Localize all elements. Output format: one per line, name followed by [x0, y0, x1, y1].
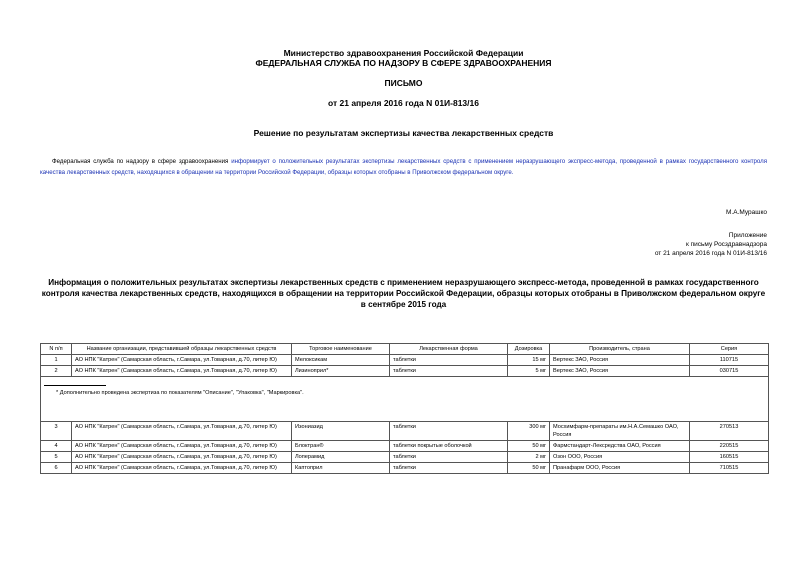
appendix-line-3: от 21 апреля 2016 года N 01И-813/16 — [654, 250, 767, 257]
cell-maker: Вертекс ЗАО, Россия — [550, 355, 690, 366]
cell-org: АО НПК "Катрен" (Самарская область, г.Самара, ул.Товарная, д.70, литер Ю) — [72, 355, 292, 366]
intro-paragraph — [40, 156, 767, 178]
cell-form: таблетки — [390, 355, 508, 366]
appendix-block — [655, 231, 767, 258]
cell-trade: Лоперамид — [292, 452, 390, 463]
header-dose: Дозировка — [508, 344, 550, 355]
cell-form: таблетки — [390, 422, 508, 441]
document-date-number: от 21 апреля 2016 года N 01И-813/16 — [328, 98, 479, 108]
table-row — [41, 441, 769, 452]
results-table — [40, 343, 769, 474]
cell-org: АО НПК "Катрен" (Самарская область, г.Самара, ул.Товарная, д.70, литер Ю) — [72, 422, 292, 441]
table-row — [41, 452, 769, 463]
ministry-name: Министерство здравоохранения Российской Федерации — [283, 48, 524, 58]
intro-link[interactable]: информирует о положительных результатах экспертизы лекарственных средств с применением неразрушающего экспресс-метода, проведенной в рамках государственного контроля качества лекарственных средств, находящихся в обращении на территории Российской Федерации, образцы которых отобраны в Приволжском федеральном округе. — [40, 158, 767, 176]
cell-series: 710515 — [690, 463, 769, 474]
table-header-row — [41, 344, 769, 355]
cell-dose: 50 мг — [508, 441, 550, 452]
intro-plain-text: Федеральная служба по надзору в сфере здравоохранения — [52, 158, 229, 165]
cell-series: 270513 — [690, 422, 769, 441]
cell-dose: 300 мг — [508, 422, 550, 441]
cell-trade: Лизиноприл* — [292, 366, 390, 377]
cell-dose: 50 мг — [508, 463, 550, 474]
header-maker: Производитель, страна — [550, 344, 690, 355]
cell-maker: Пранафарм ООО, Россия — [550, 463, 690, 474]
cell-maker: Фармстандарт-Лексредства ОАО, Россия — [550, 441, 690, 452]
cell-maker: Мосхимфарм-препараты им.Н.А.Семашко ОАО, Россия — [550, 422, 690, 441]
cell-trade: Каптоприл — [292, 463, 390, 474]
signature: М.А.Мурашко — [725, 209, 767, 216]
document-type: ПИСЬМО — [384, 78, 423, 88]
cell-series: 110715 — [690, 355, 769, 366]
footnote-text: * Дополнительно проведена экспертиза по показателям "Описание", "Упаковка", "Маркировка". — [56, 390, 304, 396]
cell-dose: 5 мг — [508, 366, 550, 377]
cell-trade: Мелоксикам — [292, 355, 390, 366]
cell-dose: 15 мг — [508, 355, 550, 366]
cell-num: 6 — [41, 463, 72, 474]
cell-maker: Озон ООО, Россия — [550, 452, 690, 463]
cell-maker: Вертекс ЗАО, Россия — [550, 366, 690, 377]
info-title: Информация о положительных результатах экспертизы лекарственных средств с применением неразрушающего экспресс-метода, проведенной в рамках государственного контроля качества лекарственных средств, находящихся в обращении на территории Российской Федерации, образцы которых отобраны в Приволжском федеральном округе в сентябре 2015 года — [41, 278, 766, 309]
cell-trade: Блоктран® — [292, 441, 390, 452]
footnote-divider — [44, 385, 106, 386]
table-row — [41, 355, 769, 366]
footnote-row — [41, 377, 769, 422]
document-subject: Решение по результатам экспертизы качества лекарственных средств — [253, 128, 554, 138]
cell-series: 220515 — [690, 441, 769, 452]
cell-num: 4 — [41, 441, 72, 452]
appendix-line-2: к письму Росздравнадзора — [685, 241, 767, 248]
service-name: ФЕДЕРАЛЬНАЯ СЛУЖБА ПО НАДЗОРУ В СФЕРЕ ЗДРАВООХРАНЕНИЯ — [255, 58, 552, 68]
footnote-cell — [41, 377, 769, 422]
cell-org: АО НПК "Катрен" (Самарская область, г.Самара, ул.Товарная, д.70, литер Ю) — [72, 452, 292, 463]
table-row — [41, 463, 769, 474]
header-num: N п/п — [41, 344, 72, 355]
cell-form: таблетки — [390, 452, 508, 463]
header-org: Название организации, представившей образцы лекарственных средств — [72, 344, 292, 355]
cell-num: 2 — [41, 366, 72, 377]
cell-num: 5 — [41, 452, 72, 463]
cell-num: 3 — [41, 422, 72, 441]
appendix-line-1: Приложение — [728, 232, 767, 239]
table-row — [41, 422, 769, 441]
cell-dose: 2 мг — [508, 452, 550, 463]
header-form: Лекарственная форма — [390, 344, 508, 355]
cell-series: 030715 — [690, 366, 769, 377]
cell-form: таблетки покрытые оболочкой — [390, 441, 508, 452]
cell-org: АО НПК "Катрен" (Самарская область, г.Самара, ул.Товарная, д.70, литер Ю) — [72, 366, 292, 377]
cell-series: 160515 — [690, 452, 769, 463]
header-trade: Торговое наименование — [292, 344, 390, 355]
table-row — [41, 366, 769, 377]
cell-trade: Изониазид — [292, 422, 390, 441]
header-series: Серия — [690, 344, 769, 355]
cell-form: таблетки — [390, 463, 508, 474]
cell-org: АО НПК "Катрен" (Самарская область, г.Самара, ул.Товарная, д.70, литер Ю) — [72, 463, 292, 474]
cell-org: АО НПК "Катрен" (Самарская область, г.Самара, ул.Товарная, д.70, литер Ю) — [72, 441, 292, 452]
cell-num: 1 — [41, 355, 72, 366]
cell-form: таблетки — [390, 366, 508, 377]
